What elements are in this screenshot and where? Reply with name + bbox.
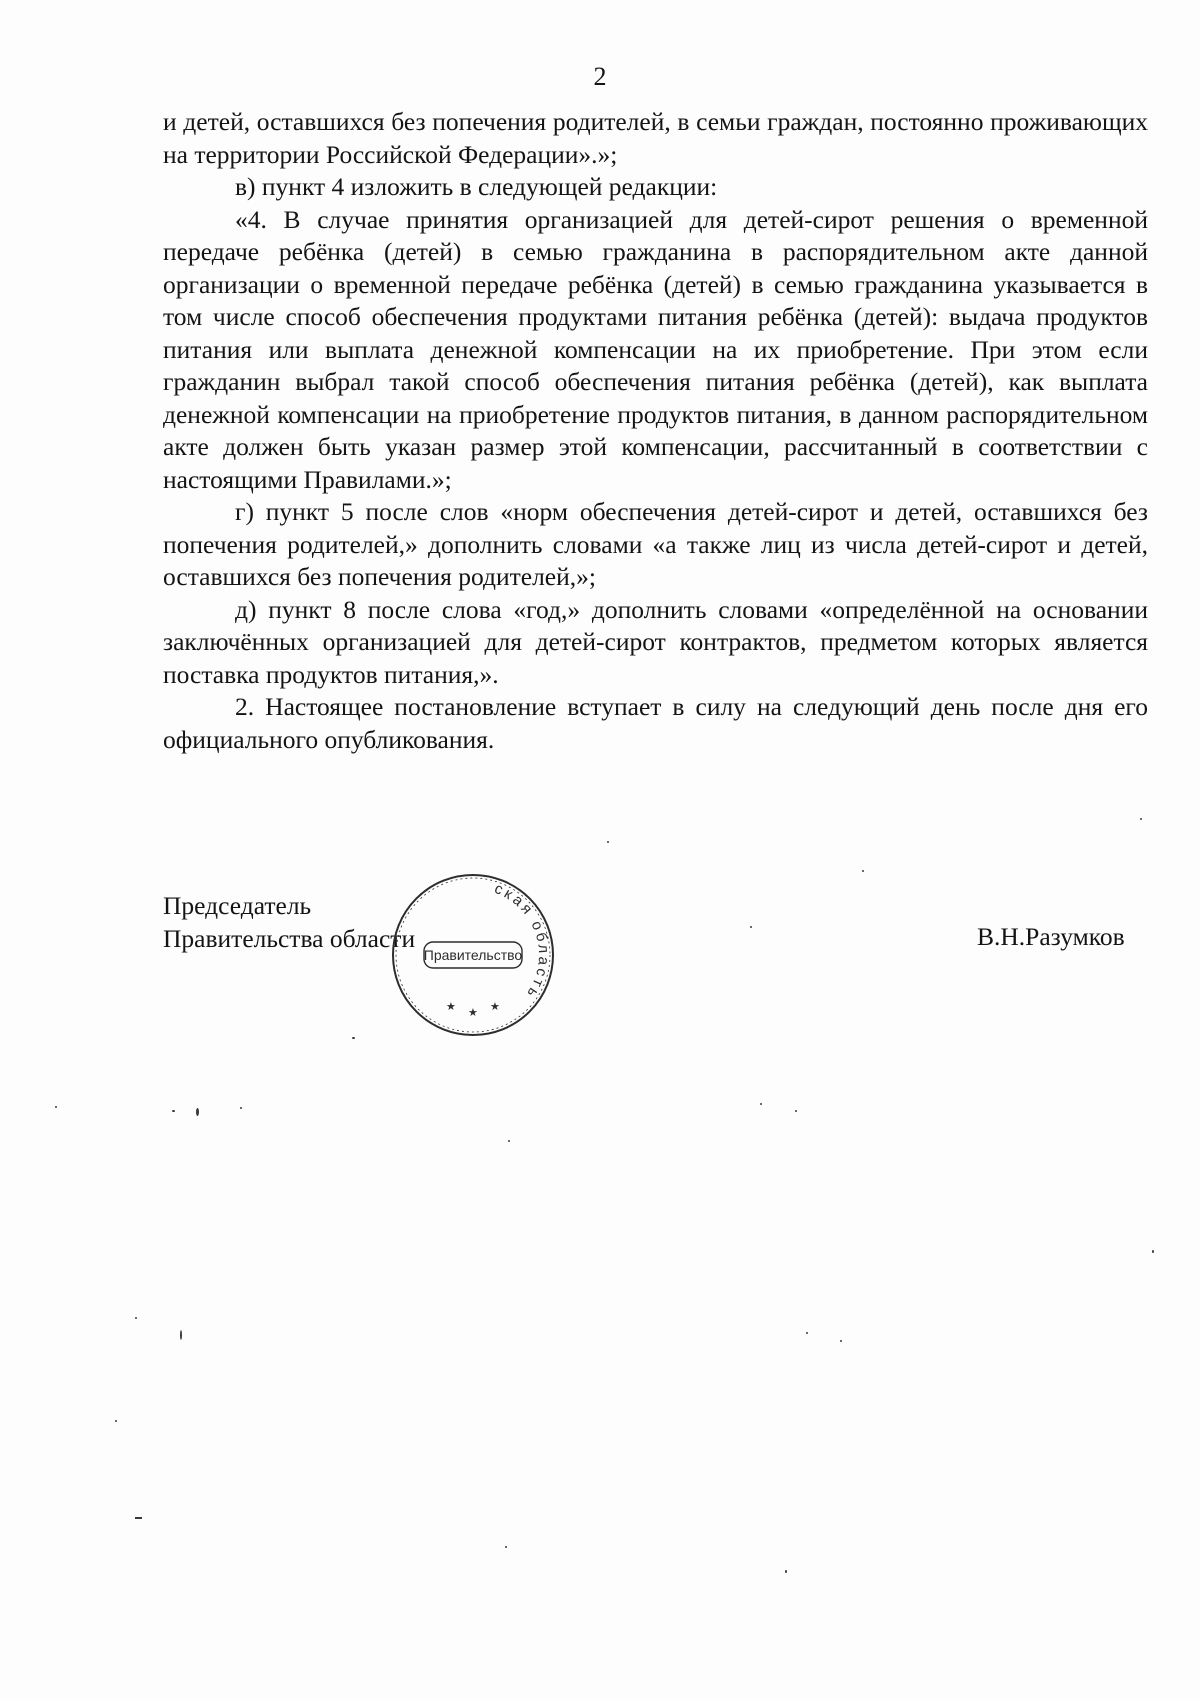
scan-speck [508,1140,510,1142]
signatory-position-line1: Председатель [163,891,312,920]
document-body [163,106,1148,756]
scan-speck [1140,818,1142,820]
scan-speck [180,1330,182,1340]
seal-ring-text: ская область [491,880,553,1003]
scan-speck [760,1103,762,1105]
paragraph-item-g: г) пункт 5 после слов «норм обеспечения детей-сирот и детей, оставшихся без попечения родителей,» дополнить словами «а также лиц из числа детей-сирот и детей, оставшихся без попечения родителей,»; [163,497,1148,591]
paragraph-point-4: «4. В случае принятия организацией для детей-сирот решения о временной передаче ребёнка (детей) в семью гражданина в распорядительном акте данной организации о временной передаче ребёнка (детей) в семью гражданина указывается в том числе способ обеспечения продуктами питания ребёнка (детей): выдача продуктов питания или выплата денежной компенсации на их приобретение. При этом если гражданин выбрал такой способ обеспечения питания ребёнка (детей), как выплата денежной компенсации на приобретение продуктов питания, в данном распорядительном акте должен быть указан размер этой компенсации, рассчитанный в соответствии с настоящими Правилами.»; [163,204,1148,494]
scan-speck [840,1340,842,1342]
scan-speck [172,1110,175,1112]
scan-speck [750,926,752,928]
scan-speck [135,1317,137,1319]
scan-speck [607,841,609,843]
scan-speck [806,1332,808,1334]
paragraph-continuation: и детей, оставшихся без попечения родителей, в семьи граждан, постоянно проживающих на территории Российской Федерации».»; [163,107,1148,169]
scan-speck [862,870,864,872]
paragraph-item-d: д) пункт 8 после слова «год,» дополнить словами «определённой на основании заключённых организацией для детей-сирот контрактов, предметом которых является поставка продуктов питания,». [163,594,1148,689]
scan-speck [1152,1250,1154,1253]
official-seal [388,870,558,1040]
paragraph-effective-date: 2. Настоящее постановление вступает в силу на следующий день после дня его официального опубликования. [163,692,1148,754]
scan-speck [135,1517,142,1519]
seal-star-icon: ★ [490,1001,500,1013]
scan-speck [115,1420,117,1422]
signatory-position [163,890,415,955]
signatory-name: В.Н.Разумков [977,922,1125,951]
paragraph-item-v: в) пункт 4 изложить в следующей редакции: [235,172,718,201]
signatory-position-line2: Правительства области [163,923,416,953]
page-number: 2 [593,62,607,91]
seal-center-text: Правительство [423,947,523,963]
scan-speck [505,1546,507,1548]
scan-speck [55,1106,57,1108]
scan-speck [240,1107,242,1109]
scan-speck [795,1110,797,1112]
scan-speck [196,1108,199,1116]
scan-speck [352,1037,355,1039]
scan-speck [785,1570,787,1573]
seal-star-icon: ★ [468,1007,478,1019]
seal-star-icon: ★ [446,1001,456,1013]
